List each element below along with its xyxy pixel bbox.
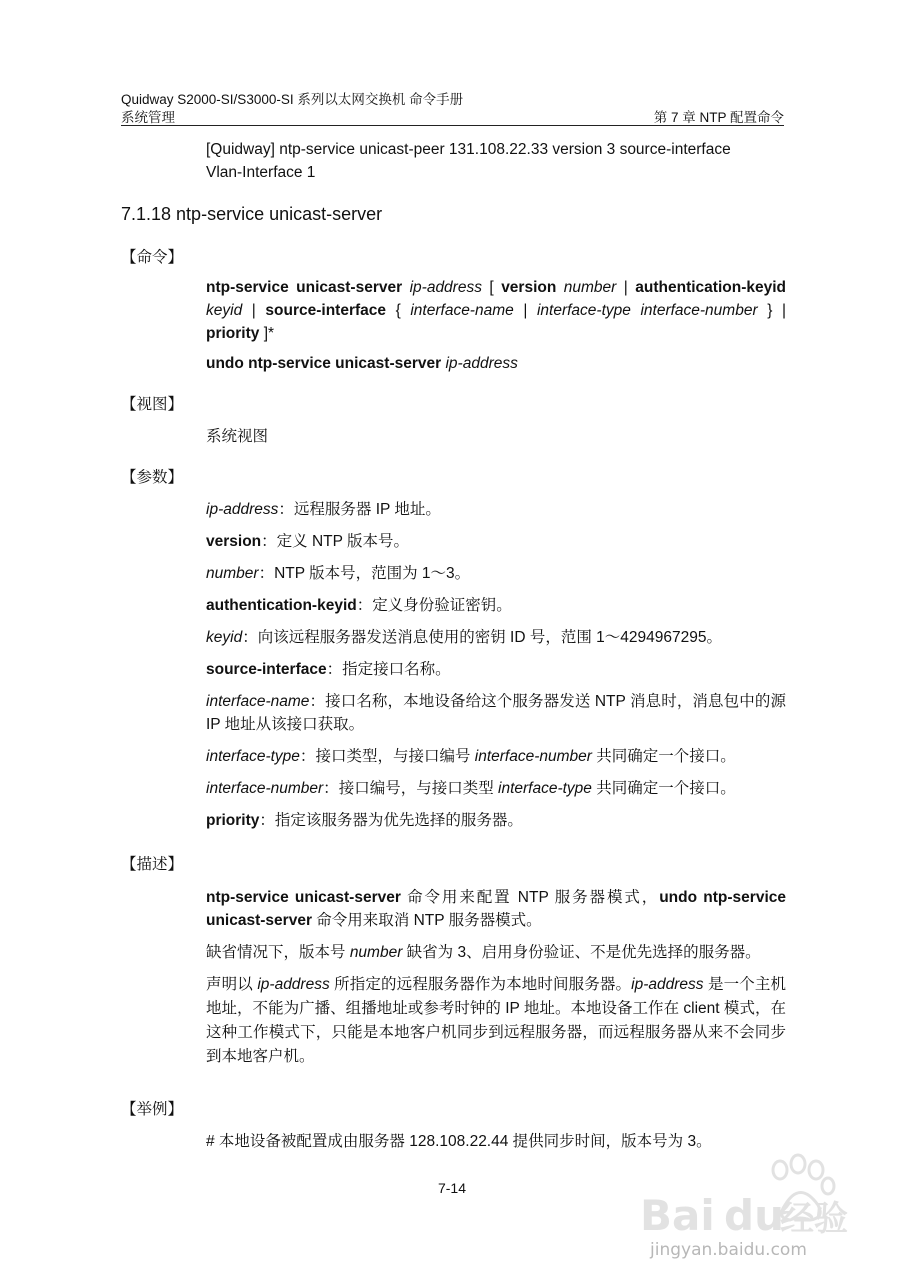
cmd-arg: number [556,279,617,296]
cmd-keyword: authentication-keyid [635,279,786,296]
cmd-arg: ip-address [402,279,482,296]
header-chapter: 第 7 章 NTP 配置命令 [653,110,784,125]
param-desc: 指定接口名称。 [342,661,451,678]
param-item [206,626,786,649]
section-title: 7.1.18 ntp-service unicast-server [121,204,383,224]
cmd-keyword: ntp-service unicast-server [206,279,403,296]
prev-example-line2: Vlan-Interface 1 [206,164,316,181]
svg-text:经验: 经验 [780,1199,848,1239]
cmd-keyword: priority [206,325,260,342]
desc-para-2 [206,941,786,964]
label-view: 【视图】 [121,396,184,413]
cmd-sym: { [386,302,411,319]
param-item [206,777,786,800]
param-sep: ： [356,597,373,614]
param-desc-ref: interface-type [498,780,592,797]
param-term: number [206,565,259,582]
param-sep: ： [278,501,294,518]
param-sep: ： [309,693,326,710]
cmd-sym: | [616,279,636,296]
param-term: version [206,533,262,550]
desc-para-1 [206,886,786,932]
param-desc: 定义 NTP 版本号。 [276,533,409,550]
param-sep: ： [258,565,275,582]
view-text: 系统视图 [206,428,269,445]
param-sep: ： [299,748,316,765]
command-line3 [206,322,786,345]
params-list [206,498,786,841]
desc-arg: ip-address [631,976,704,993]
param-item [206,562,786,585]
param-term: interface-name [206,693,310,710]
param-desc: 远程服务器 IP 地址。 [293,501,441,518]
cmd-keyword: undo ntp-service unicast-server [206,355,442,372]
example-text: # 本地设备被配置成由服务器 128.108.22.44 提供同步时间，版本号为 3。 [206,1133,712,1150]
param-sep: ： [259,812,275,829]
param-term: interface-type [206,748,300,765]
param-item [206,594,786,617]
cmd-sym: ]* [259,325,275,342]
command-undo [206,352,786,375]
cmd-arg: interface-name [410,302,514,319]
desc-para-3 [206,973,786,1069]
param-term: interface-number [206,780,324,797]
label-command: 【命令】 [121,249,184,266]
watermark-url: jingyan.baidu.com [650,1240,807,1260]
cmd-arg: ip-address [441,355,518,372]
param-sep: ： [323,780,339,797]
cmd-sym: [ [481,279,502,296]
desc-text: 是一个主机地址，不能为广播、组播地址或参考时钟的 IP 地址。本地设备工作在 client 模式，在这种工作模式下，只能是本地客户机同步到远程服务器，而远程服务器从来不会同步到本地客户机。 [206,976,786,1065]
desc-arg: ip-address [257,976,330,993]
desc-text: 所指定的远程服务器作为本地时间服务器。 [329,976,632,993]
param-sep: ： [326,661,343,678]
svg-text:du: du [724,1191,784,1240]
param-desc-ref: interface-number [474,748,592,765]
command-syntax [206,276,786,375]
label-desc: 【描述】 [121,856,184,873]
header-section: 系统管理 [121,110,175,125]
param-item [206,809,786,832]
param-desc: 接口名称，本地设备给这个服务器发送 NTP 消息时，消息包中的源 IP 地址从该接口获取。 [206,693,786,733]
param-desc: 定义身份验证密钥。 [372,597,512,614]
param-term: ip-address [206,501,279,518]
param-desc: 接口编号，与接口类型 [338,780,498,797]
param-desc: 共同确定一个接口。 [591,780,736,797]
page-number: 7-14 [437,1180,467,1196]
param-item [206,658,786,681]
cmd-sym: | [242,302,266,319]
param-item [206,530,786,553]
param-sep: ： [261,533,277,550]
param-term: authentication-keyid [206,597,357,614]
desc-arg: number [349,944,403,961]
label-params: 【参数】 [121,469,184,486]
desc-text: 命令用来配置 NTP 服务器模式， [400,889,660,906]
desc-text: 命令用来取消 NTP 服务器模式。 [311,912,542,929]
param-term: source-interface [206,661,327,678]
desc-text: 缺省情况下，版本号 [206,944,350,961]
param-desc: 接口类型，与接口编号 [315,748,475,765]
param-desc: 共同确定一个接口。 [591,748,736,765]
param-item [206,498,786,521]
prev-example [206,138,786,184]
cmd-arg: interface-type interface-number [536,302,758,319]
cmd-keyword: source-interface [265,302,386,319]
description [206,886,786,1069]
desc-text: 声明以 [206,976,258,993]
param-item [206,690,786,736]
cmd-sym: } | [757,302,786,319]
param-item [206,745,786,768]
label-example: 【举例】 [121,1101,184,1118]
param-desc: 向该远程服务器发送消息使用的密钥 ID 号，范围 1～4294967295。 [257,629,722,646]
param-sep: ： [242,629,258,646]
command-line2 [206,299,786,322]
command-line1 [206,276,786,299]
prev-example-line1: [Quidway] ntp-service unicast-peer 131.108.22.33 version 3 source-interface [206,141,731,158]
cmd-sym: | [513,302,537,319]
param-term: keyid [206,629,243,646]
param-term: priority [206,812,260,829]
desc-text: 缺省为 3、启用身份验证、不是优先选择的服务器。 [402,944,761,961]
desc-keyword: ntp-service unicast-server [206,889,401,906]
cmd-arg: keyid [206,302,243,319]
param-desc: 指定该服务器为优先选择的服务器。 [274,812,523,829]
cmd-keyword: version [501,279,557,296]
header-manual-title: Quidway S2000-SI/S3000-SI 系列以太网交换机 命令手册 [121,92,464,107]
header-divider [121,125,784,126]
desc-keyword: undo ntp-service unicast-server [206,889,786,929]
svg-text:Bai: Bai [640,1191,715,1240]
param-desc: NTP 版本号，范围为 1～3。 [274,565,471,582]
